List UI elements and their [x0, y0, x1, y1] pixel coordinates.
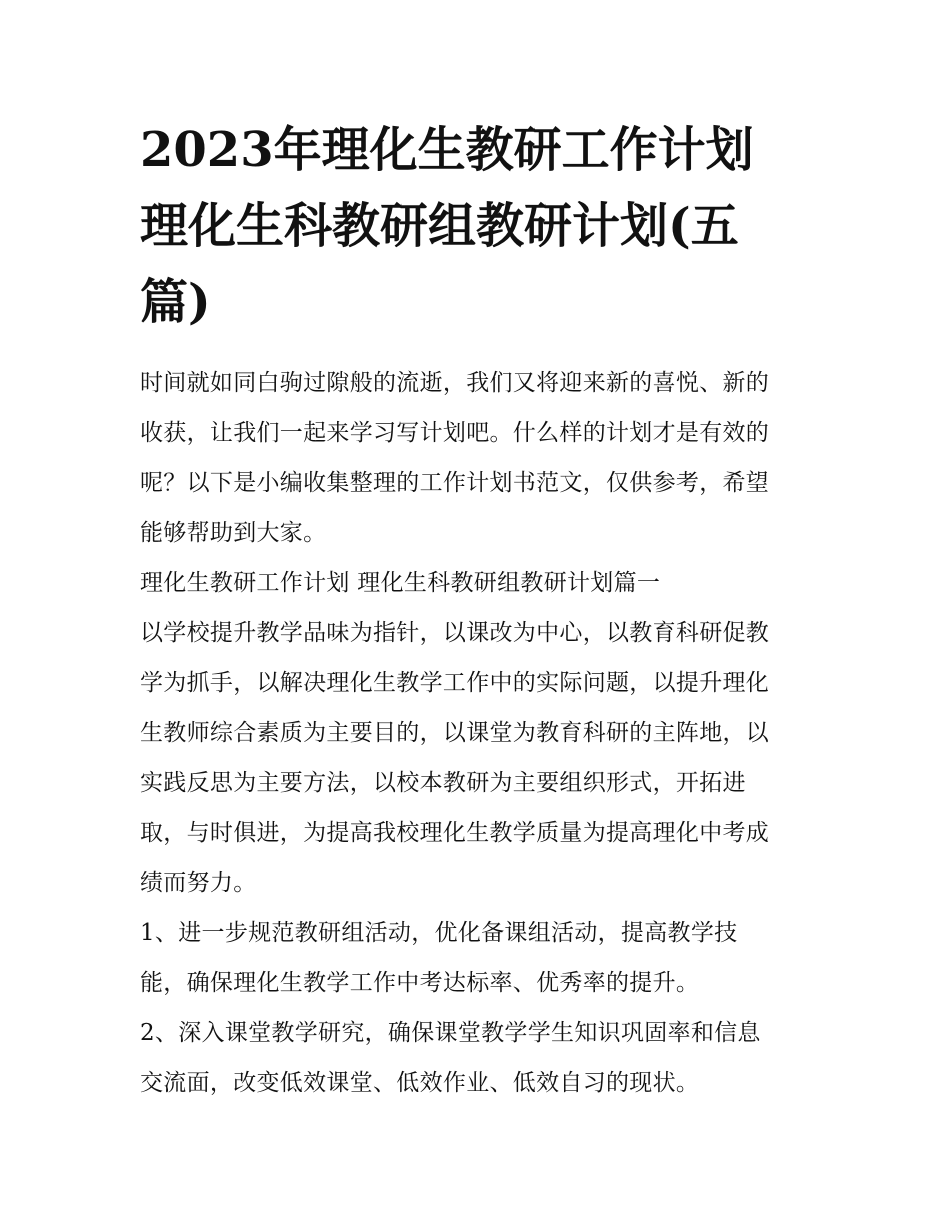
- title-line: 2023年理化生教研工作计划: [140, 122, 754, 178]
- text-line: 生教师综合素质为主要目的，以课堂为教育科研的主阵地，以: [140, 720, 770, 746]
- text-line: 交流面，改变低效课堂、低效作业、低效自习的现状。: [140, 1070, 700, 1096]
- text-line: 理化生教研工作计划 理化生科教研组教研计划篇一: [140, 570, 661, 596]
- guideline-paragraph: [140, 608, 815, 908]
- text-line: 1、进一步规范教研组活动，优化备课组活动，提高教学技: [140, 920, 738, 946]
- text-line: 能够帮助到大家。: [140, 520, 327, 546]
- text-line: 呢？以下是小编收集整理的工作计划书范文，仅供参考，希望: [140, 470, 770, 496]
- text-line: 以学校提升教学品味为指针，以课改为中心，以教育科研促教: [140, 620, 770, 646]
- text-line: 取，与时俱进，为提高我校理化生教学质量为提高理化中考成: [140, 820, 770, 846]
- intro-paragraph: [140, 358, 815, 558]
- text-line: 学为抓手，以解决理化生教学工作中的实际问题，以提升理化: [140, 670, 770, 696]
- text-line: 实践反思为主要方法，以校本教研为主要组织形式，开拓进: [140, 770, 746, 796]
- section-heading: [140, 558, 815, 608]
- list-item-1: [140, 908, 815, 1008]
- text-line: 收获，让我们一起来学习写计划吧。什么样的计划才是有效的: [140, 420, 770, 446]
- title-line: 篇): [140, 274, 211, 330]
- text-line: 时间就如同白驹过隙般的流逝，我们又将迎来新的喜悦、新的: [140, 370, 770, 396]
- title-line: 理化生科教研组教研计划(五: [140, 198, 739, 254]
- text-line: 2、深入课堂教学研究，确保课堂教学学生知识巩固率和信息: [140, 1020, 761, 1046]
- document-content: [140, 112, 815, 1108]
- document-title: [140, 112, 815, 340]
- list-item-2: [140, 1008, 815, 1108]
- document-body: [140, 358, 815, 1108]
- text-line: 能，确保理化生教学工作中考达标率、优秀率的提升。: [140, 970, 700, 996]
- text-line: 绩而努力。: [140, 870, 257, 896]
